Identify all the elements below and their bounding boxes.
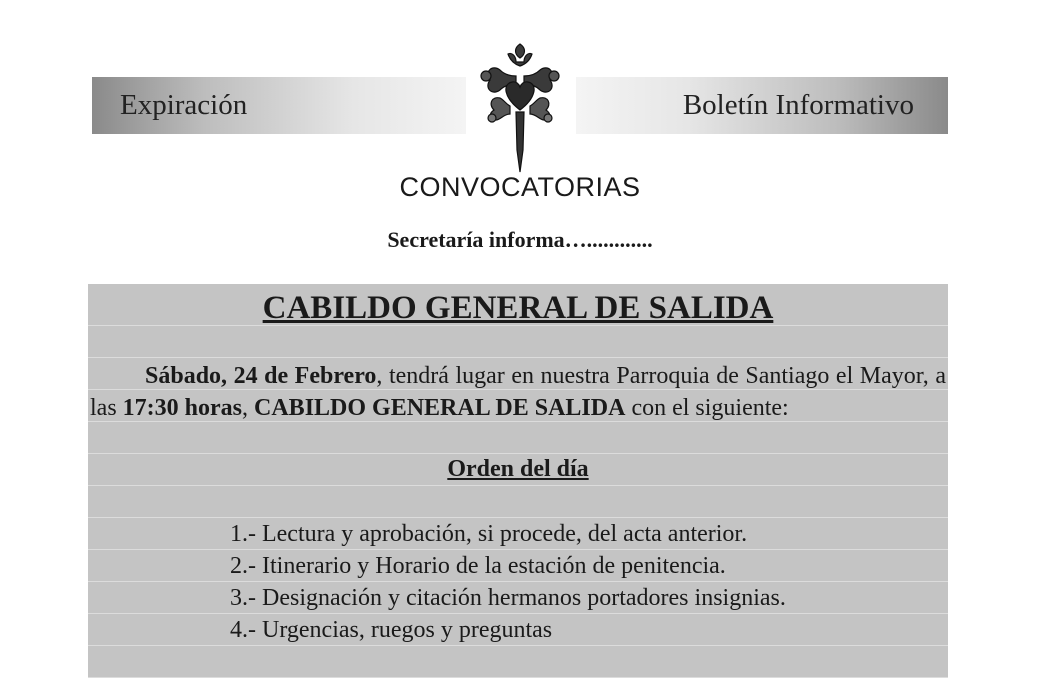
notice-text-3: con el siguiente: <box>625 395 789 421</box>
header-left-banner <box>92 77 466 134</box>
agenda-list <box>230 518 786 646</box>
agenda-item: 3.- Designación y citación hermanos portadores insignias. <box>230 585 786 611</box>
agenda-heading: Orden del día <box>447 456 589 482</box>
notice-time: 17:30 horas <box>122 395 243 421</box>
agenda-item: 4.- Urgencias, ruegos y preguntas <box>230 617 553 643</box>
header-right-label: Boletín Informativo <box>682 89 914 121</box>
header-left-label: Expiración <box>120 89 248 121</box>
notice-date: Sábado, 24 de Febrero <box>145 363 377 389</box>
notice-text-1: , tendrá lugar en nuestra Parroquia de Santiago el Mayor, a las <box>90 363 946 421</box>
notice-event: CABILDO GENERAL DE SALIDA <box>254 395 626 421</box>
header-right-banner <box>576 77 948 134</box>
notice-text-2: , <box>242 395 255 421</box>
notice-panel <box>88 284 948 678</box>
section-title: CONVOCATORIAS <box>399 172 641 202</box>
cross-of-saint-james-emblem-icon <box>470 40 570 175</box>
section-subtitle: Secretaría informa…............ <box>387 227 653 252</box>
agenda-item: 2.- Itinerario y Horario de la estación de penitencia. <box>230 553 726 579</box>
notice-title: CABILDO GENERAL DE SALIDA <box>262 290 774 326</box>
notice-body <box>90 360 946 424</box>
agenda-item: 1.- Lectura y aprobación, si procede, del acta anterior. <box>230 521 748 547</box>
